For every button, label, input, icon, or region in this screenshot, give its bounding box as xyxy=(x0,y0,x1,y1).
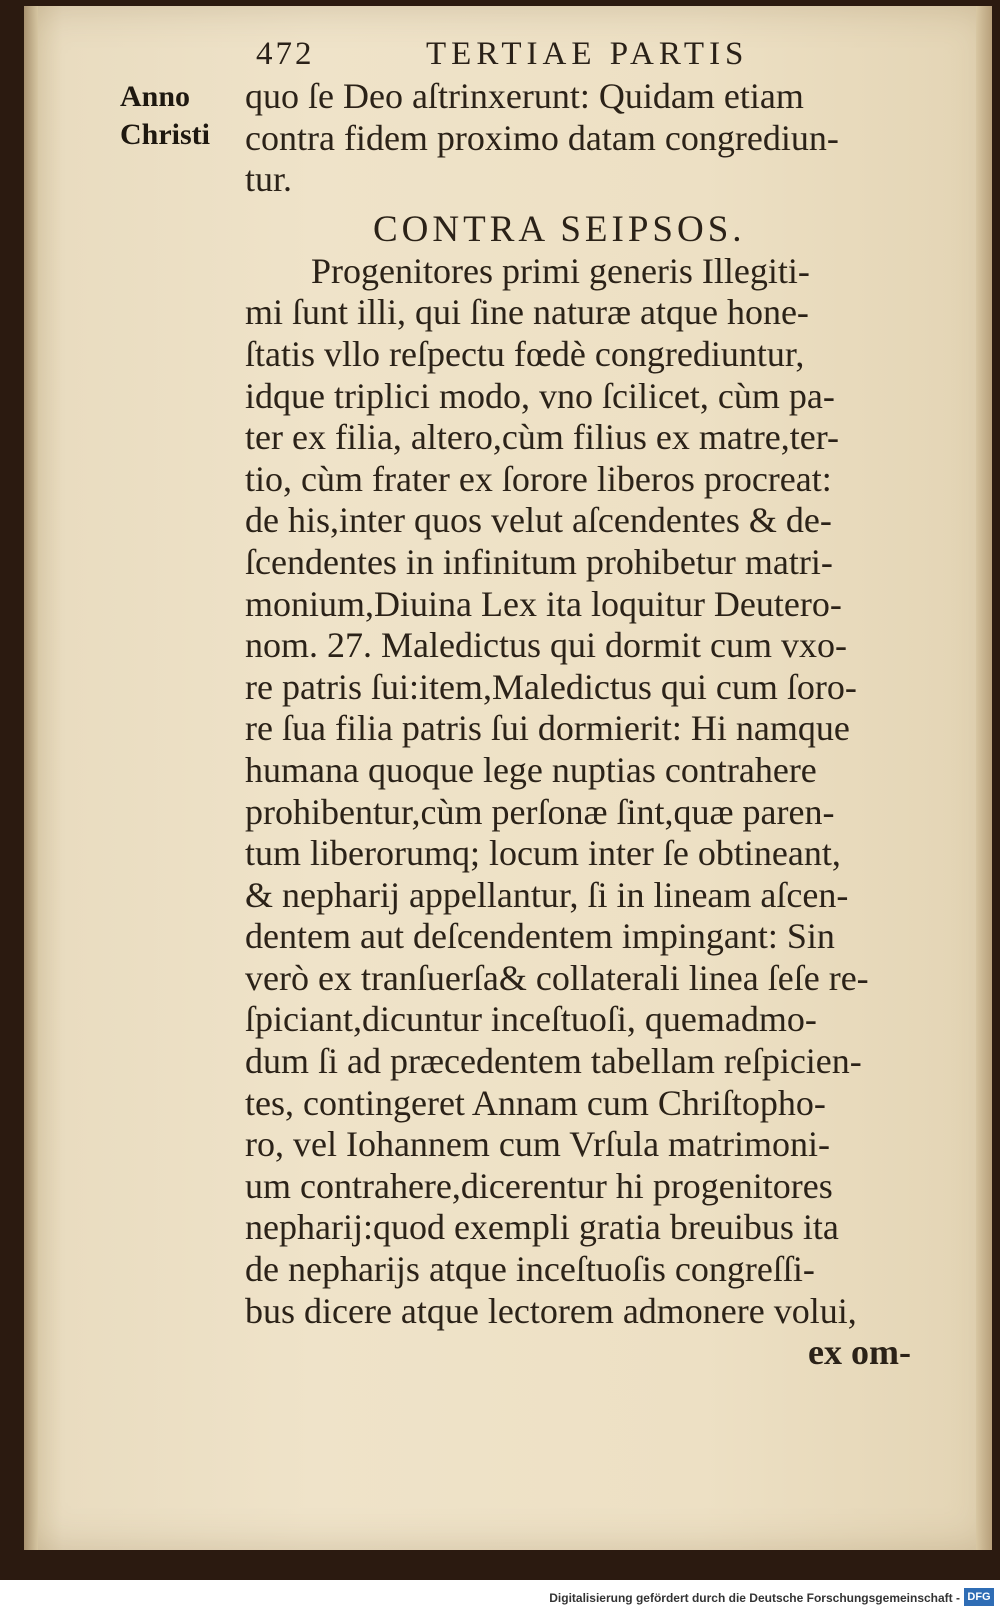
text-line: contra fidem proximo datam congrediun- xyxy=(245,117,839,158)
text-line: idque triplici modo, vno ſcilicet, cùm pa- xyxy=(245,375,835,416)
marginal-note xyxy=(120,78,230,154)
text-line: tio, cùm frater ex ſorore liberos procreat: xyxy=(245,458,832,499)
text-line: verò ex tranſuerſa& collaterali linea ſeſe re- xyxy=(245,957,869,998)
text-line: ter ex filia, altero,cùm filius ex matre,ter- xyxy=(245,417,840,458)
page-number: 472 xyxy=(256,36,315,72)
footer-bar xyxy=(0,1580,1000,1615)
text-line: nepharij:quod exempli gratia breuibus ita xyxy=(245,1207,839,1248)
marginal-note-line: Anno xyxy=(120,80,191,113)
text-line: nom. 27. Maledictus qui dormit cum vxo- xyxy=(245,625,847,666)
text-line: Progenitores primi generis Illegiti- xyxy=(311,250,810,291)
text-line: mi ſunt illi, qui ſine naturæ atque hone- xyxy=(245,292,809,333)
text-line: tum liberorumq; locum inter ſe obtineant, xyxy=(245,833,841,874)
section-heading: CONTRA SEIPSOS. xyxy=(373,208,746,250)
text-line: de his,inter quos velut aſcendentes & de- xyxy=(245,500,832,541)
book-page xyxy=(24,6,992,1550)
text-line: dum ſi ad præcedentem tabellam reſpicien- xyxy=(245,1041,862,1082)
page-edge xyxy=(976,6,992,1550)
running-head xyxy=(256,36,796,76)
text-line: tes, contingeret Annam cum Chriſtopho- xyxy=(245,1082,826,1123)
catchword: ex om- xyxy=(808,1332,911,1373)
text-line: ſcendentes in infinitum prohibetur matri- xyxy=(245,541,833,582)
text-line: ſpiciant,dicuntur inceſtuoſi, quemadmo- xyxy=(245,999,817,1040)
text-line: re patris ſui:item,Maledictus qui cum ſoro- xyxy=(245,666,857,707)
text-line: prohibentur,cùm perſonæ ſint,quæ paren- xyxy=(245,791,835,832)
text-line: & nepharij appellantur, ſi in lineam aſcen- xyxy=(245,874,849,915)
marginal-note-line: Christi xyxy=(120,118,210,151)
dfg-logo: DFG xyxy=(964,1588,994,1606)
text-line: ro, vel Iohannem cum Vrſula matrimoni- xyxy=(245,1124,831,1165)
footer-text: Digitalisierung gefördert durch die Deutsche Forschungsgemeinschaft - xyxy=(549,1591,960,1605)
text-line: humana quoque lege nuptias contrahere xyxy=(245,749,817,790)
text-line: quo ſe Deo aſtrinxerunt: Quidam etiam xyxy=(245,76,804,116)
text-line: monium,Diuina Lex ita loquitur Deutero- xyxy=(245,583,842,624)
paragraph xyxy=(245,251,955,1332)
text-line: tur. xyxy=(245,159,293,200)
text-line: de nepharijs atque inceſtuoſis congreſſi- xyxy=(245,1249,815,1290)
text-line: um contrahere,dicerentur hi progenitores xyxy=(245,1165,833,1206)
text-block xyxy=(245,76,955,1374)
text-line: ſtatis vllo reſpectu fœdè congrediuntur, xyxy=(245,333,805,374)
text-line: re ſua filia patris ſui dormierit: Hi namque xyxy=(245,708,850,749)
running-title: TERTIAE PARTIS xyxy=(426,36,749,72)
text-line: dentem aut deſcendentem impingant: Sin xyxy=(245,916,835,957)
text-line: bus dicere atque lectorem admonere volui, xyxy=(245,1290,857,1331)
